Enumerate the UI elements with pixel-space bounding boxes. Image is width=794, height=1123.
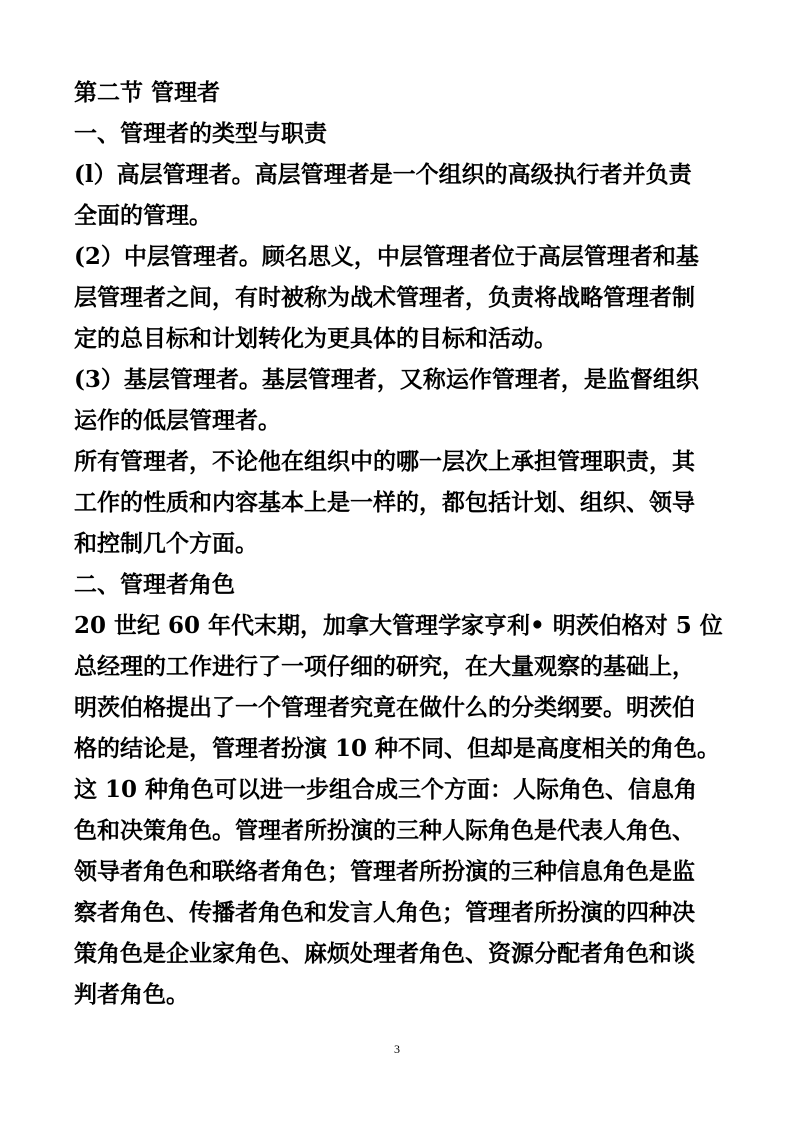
paragraph-line: 领导者角色和联络者角色；管理者所扮演的三种信息角色是监 bbox=[74, 858, 695, 885]
heading-manager-types: 一、管理者的类型与职责 bbox=[74, 120, 327, 147]
paragraph-line: (3）基层管理者。基层管理者，又称运作管理者，是监督组织 bbox=[74, 366, 699, 393]
paragraph-line: 总经理的工作进行了一项仔细的研究，在大量观察的基础上， bbox=[74, 653, 695, 680]
section-title: 第二节 管理者 bbox=[74, 79, 221, 106]
paragraph-line: 色和决策角色。管理者所扮演的三种人际角色是代表人角色、 bbox=[74, 817, 695, 844]
paragraph-line: 策角色是企业家角色、麻烦处理者角色、资源分配者角色和谈 bbox=[74, 940, 695, 967]
page-number: 3 bbox=[394, 1042, 400, 1056]
paragraph-line: 定的总目标和计划转化为更具体的目标和活动。 bbox=[74, 325, 557, 352]
paragraph-line: (l）高层管理者。高层管理者是一个组织的高级执行者并负责 bbox=[74, 161, 692, 188]
paragraph-line: 运作的低层管理者。 bbox=[74, 407, 281, 434]
paragraph-line: 判者角色。 bbox=[74, 981, 189, 1008]
paragraph-line: 格的结论是，管理者扮演 10 种不同、但却是高度相关的角色。 bbox=[74, 735, 721, 762]
paragraph-line: 20 世纪 60 年代末期，加拿大管理学家亨利• 明茨伯格对 5 位 bbox=[74, 612, 723, 639]
paragraph-line: 层管理者之间，有时被称为战术管理者，负责将战略管理者制 bbox=[74, 284, 695, 311]
paragraph-line: 所有管理者，不论他在组织中的哪一层次上承担管理职责，其 bbox=[74, 448, 695, 475]
heading-manager-roles: 二、管理者角色 bbox=[74, 571, 235, 598]
paragraph-line: 和控制几个方面。 bbox=[74, 530, 258, 557]
paragraph-line: 这 10 种角色可以进一步组合成三个方面：人际角色、信息角 bbox=[74, 776, 698, 803]
paragraph-line: (2）中层管理者。顾名思义，中层管理者位于高层管理者和基 bbox=[74, 243, 699, 270]
document-body bbox=[74, 72, 728, 1015]
paragraph-line: 明茨伯格提出了一个管理者究竟在做什么的分类纲要。明茨伯 bbox=[74, 694, 695, 721]
paragraph-line: 察者角色、传播者角色和发言人角色；管理者所扮演的四种决 bbox=[74, 899, 695, 926]
paragraph-line: 全面的管理。 bbox=[74, 202, 212, 229]
paragraph-line: 工作的性质和内容基本上是一样的，都包括计划、组织、领导 bbox=[74, 489, 695, 516]
